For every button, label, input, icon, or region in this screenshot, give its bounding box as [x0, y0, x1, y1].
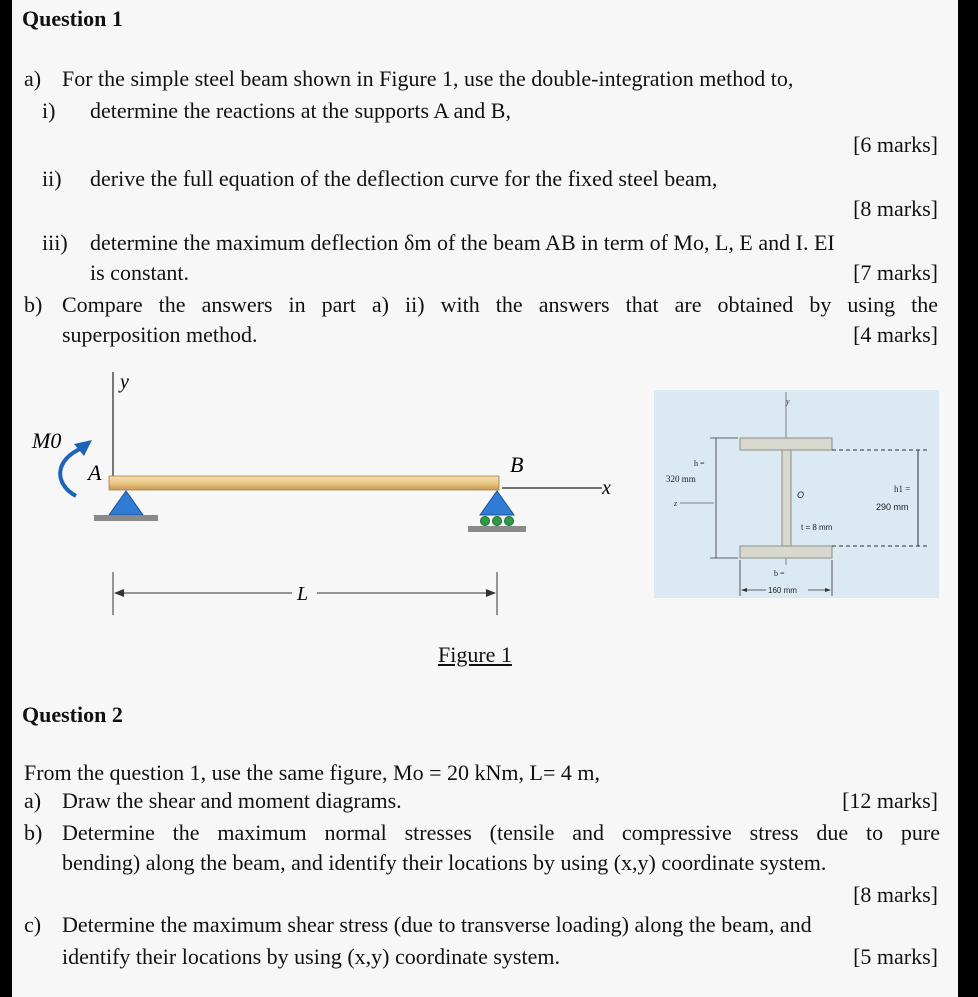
question-2-title: Question 2: [22, 702, 123, 727]
q1-part-b-label: b): [24, 292, 43, 317]
q2-part-b-text: Determine the maximum normal stresses (tensile and compressive stress due to pure: [62, 820, 940, 845]
b-label: b =: [774, 569, 785, 578]
support-a-label: A: [88, 460, 102, 485]
q2-part-a-marks: [12 marks]: [842, 788, 938, 813]
pin-support-a: [109, 491, 143, 515]
q1-part-ii-text: derive the full equation of the deflection curve for the fixed steel beam,: [90, 166, 718, 191]
q1-part-i-text: determine the reactions at the supports A and B,: [90, 98, 511, 123]
roller-wheel: [493, 517, 502, 526]
question-1-title: Question 1: [22, 6, 123, 31]
roller-wheel: [481, 517, 490, 526]
b-value: 160 mm: [768, 586, 797, 595]
q1-part-b-marks: [4 marks]: [853, 322, 938, 347]
q1-part-ii-label: ii): [42, 166, 62, 191]
beam-figure: [12, 360, 611, 650]
h-value: 320 mm: [666, 474, 696, 484]
top-flange: [740, 438, 832, 450]
beam: [109, 476, 499, 490]
q2-part-b-text-cont: bending) along the beam, and identify their locations by using (x,y) coordinate system.: [62, 850, 827, 875]
q1-part-i-label: i): [42, 98, 56, 123]
h1-label: h1 =: [894, 484, 911, 494]
q1-part-iii-text-cont: is constant.: [90, 260, 189, 285]
q1-part-iii-text: determine the maximum deflection δm of the beam AB in term of Mo, L, E and I. EI: [90, 230, 835, 255]
q1-part-ii-marks: [8 marks]: [853, 196, 938, 221]
q1-part-iii-label: iii): [42, 230, 68, 255]
q2-part-b-label: b): [24, 820, 43, 845]
q1-part-a-text: For the simple steel beam shown in Figure 1, use the double-integration method to,: [62, 66, 794, 91]
t-label: t = 8 mm: [801, 523, 833, 532]
q1-part-a-label: a): [24, 66, 42, 91]
q2-part-c-label: c): [24, 912, 42, 937]
section-y-label: y: [786, 397, 790, 406]
q2-intro: From the question 1, use the same figure, Mo = 20 kNm, L= 4 m,: [24, 760, 600, 785]
origin-label: O: [797, 490, 805, 500]
figure-caption: Figure 1: [438, 642, 512, 667]
q2-part-c-text-cont: identify their locations by using (x,y) coordinate system.: [62, 944, 560, 969]
q2-part-c-text: Determine the maximum shear stress (due to transverse loading) along the beam, and: [62, 912, 812, 937]
q2-part-b-marks: [8 marks]: [853, 882, 938, 907]
cross-section-figure: [654, 390, 939, 598]
q1-part-b-text: Compare the answers in part a) ii) with the answers that are obtained by using the: [62, 292, 938, 317]
ground-b: [468, 526, 526, 532]
q1-part-b-text-cont: superposition method.: [62, 322, 258, 347]
q2-part-a-label: a): [24, 788, 42, 813]
section-z-label: z: [674, 499, 678, 508]
support-b-label: B: [510, 452, 524, 477]
moment-label: M0: [32, 428, 62, 453]
h-label: h =: [694, 459, 705, 468]
moment-arrowhead-icon: [74, 440, 92, 456]
document-page: [12, 0, 958, 997]
q1-part-iii-marks: [7 marks]: [853, 260, 938, 285]
moment-arrow: [60, 448, 82, 496]
roller-support-b: [480, 491, 514, 515]
h1-value: 290 mm: [876, 502, 909, 512]
web: [782, 450, 791, 546]
q2-part-c-marks: [5 marks]: [853, 944, 938, 969]
x-axis-label: x: [602, 477, 611, 499]
q2-part-a-text: Draw the shear and moment diagrams.: [62, 788, 402, 813]
span-label: L: [297, 583, 309, 605]
ground-a: [94, 515, 158, 521]
y-axis-label: y: [120, 371, 129, 393]
roller-wheel: [505, 517, 514, 526]
q1-part-i-marks: [6 marks]: [853, 132, 938, 157]
bottom-flange: [740, 546, 832, 558]
